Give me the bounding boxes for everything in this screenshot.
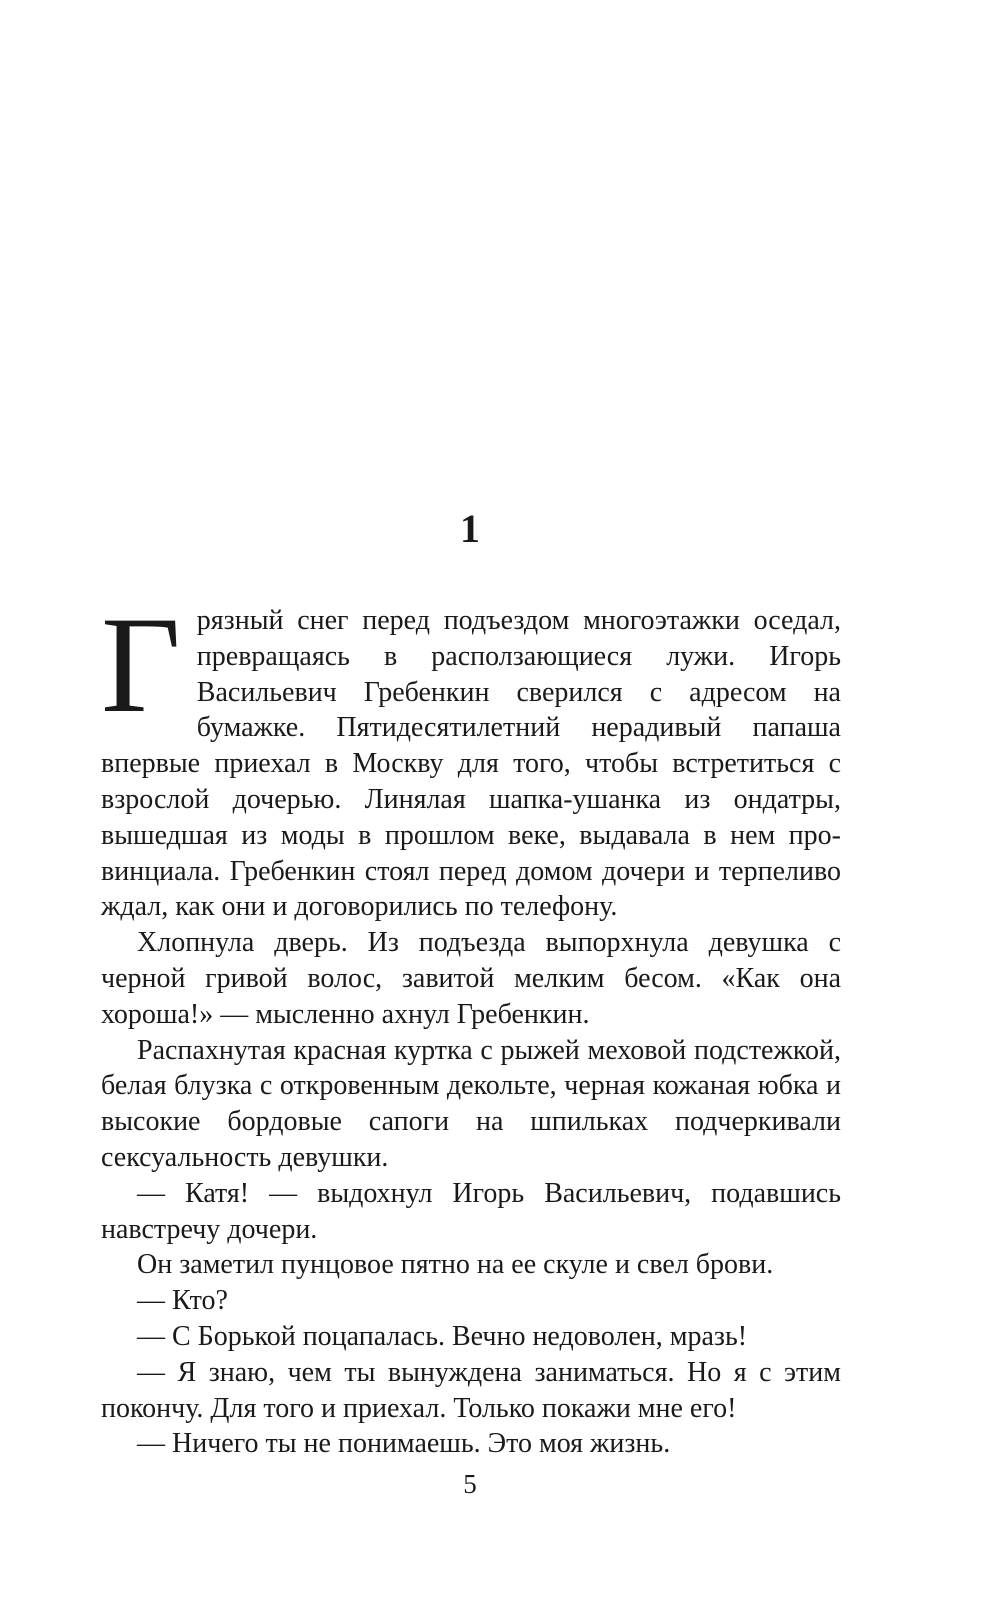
chapter-number: 1 (460, 506, 480, 551)
paragraph-6: — Кто? (137, 1285, 228, 1317)
paragraph-7: — С Борькой поцапалась. Вечно недоволен, мразь! (137, 1320, 748, 1352)
drop-cap: Г (101, 588, 181, 741)
page-number: 5 (463, 1469, 477, 1499)
paragraph-3: Распахнутая красная куртка с рыжей меховой подстежкой, белая блузка с откровенным декольте, черная кожаная юбка и высокие бордовые сапоги на шпильках подчеркивали сексуальность девушки. (101, 1034, 841, 1173)
paragraph-8: — Я знаю, чем ты вынуждена заниматься. Но я с этим покончу. Для того и приехал. Только покажи мне его! (101, 1356, 841, 1424)
paragraph-5: Он заметил пунцовое пятно на ее скуле и свел брови. (137, 1249, 774, 1281)
paragraph-1-text: рязный снег перед подъездом многоэтажки оседал, превращаясь в расползающиеся лужи. Игорь Васильевич Гребенкин сверился с адресом на бумажке. Пятидесятилетний нерадивый папаша впервые приехал в Москву для того, чтобы встретиться с взрослой дочерью. Линялая шапка-ушанка из ондатры, вышедшая из моды в прошлом веке, выдавала в нем провинциала. Гребенкин стоял перед домом дочери и терпеливо ждал, как они и договорились по телефону. (101, 605, 841, 923)
paragraph-1 (101, 588, 841, 925)
paragraph-4: — Катя! — выдохнул Игорь Васильевич, подавшись навстречу дочери. (101, 1177, 841, 1245)
body-text (101, 588, 841, 1462)
paragraph-2: Хлопнула дверь. Из подъезда выпорхнула девушка с черной гривой волос, завитой мелким бесом. «Как она хороша!» — мысленно ахнул Гребенкин. (101, 927, 841, 1030)
paragraph-9: — Ничего ты не понимаешь. Это моя жизнь. (137, 1428, 671, 1460)
